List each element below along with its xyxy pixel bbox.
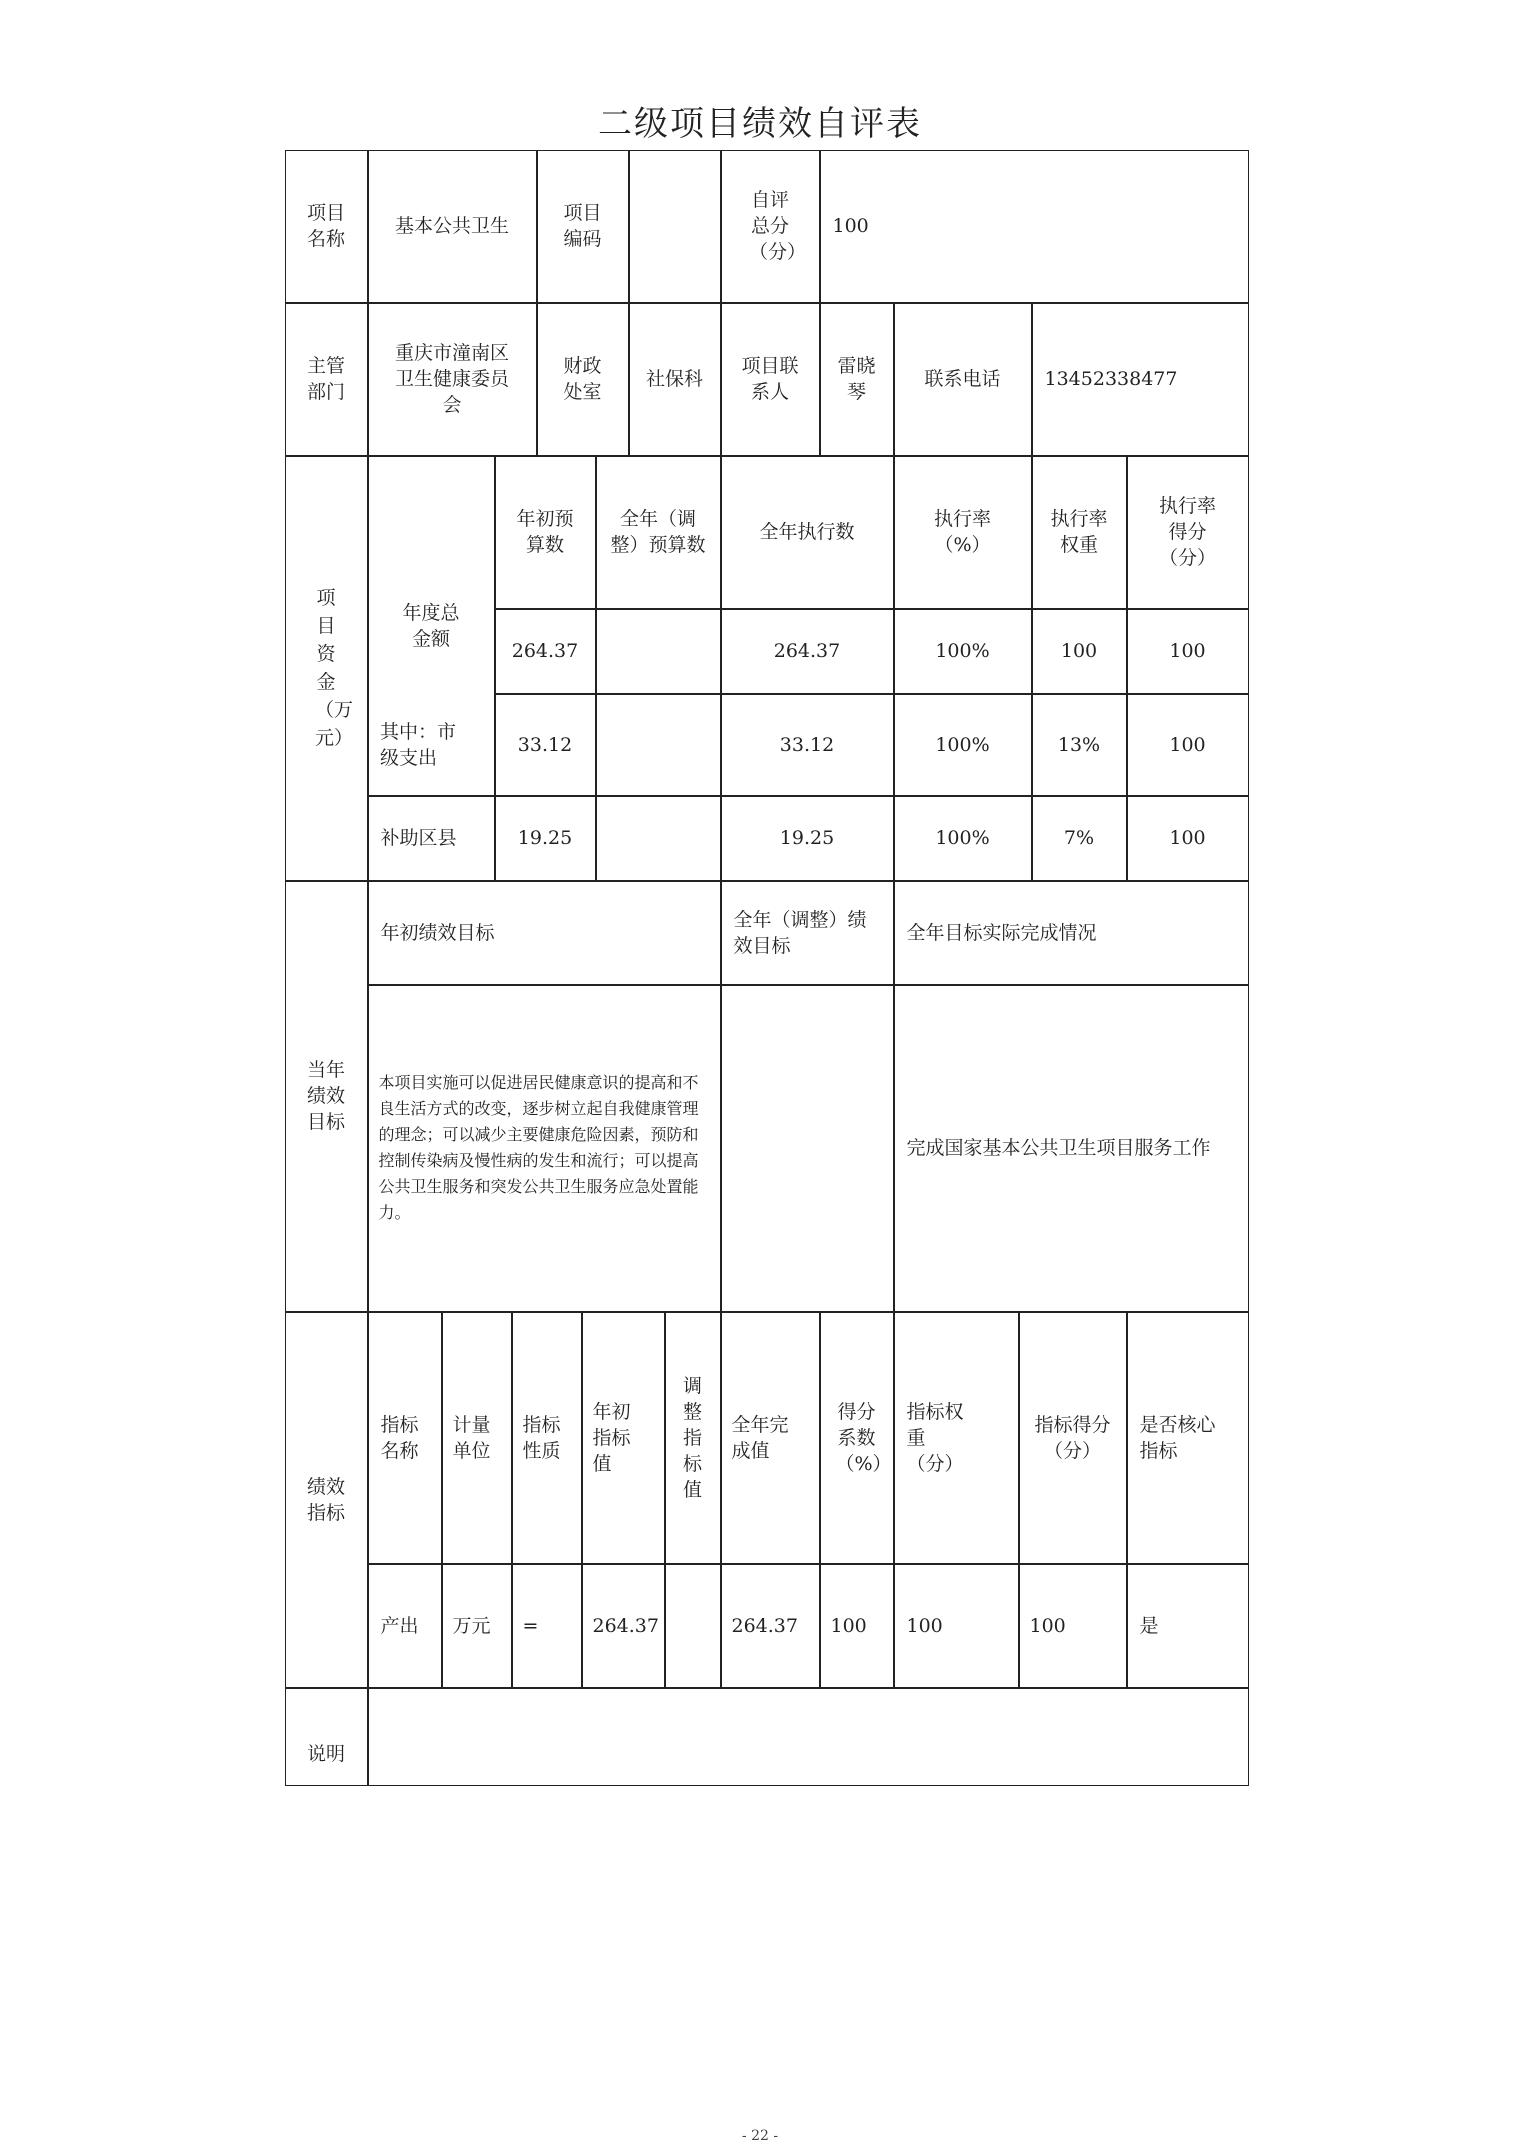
ind-header-unit: 计量单位	[442, 1312, 512, 1564]
ind-header-core: 是否核心指标	[1127, 1312, 1249, 1564]
ind-row-completed: 264.37	[721, 1564, 820, 1688]
col-exec-rate: 执行率（%）	[894, 456, 1032, 609]
total-initial: 264.37	[495, 609, 596, 694]
total-weight: 100	[1032, 609, 1127, 694]
initial-goal-label: 年初绩效目标	[368, 881, 721, 985]
col-initial-budget: 年初预算数	[495, 456, 596, 609]
note-label: 说明	[285, 1688, 368, 1786]
ind-header-coef: 得分系数（%）	[820, 1312, 894, 1564]
actual-completion-label: 全年目标实际完成情况	[894, 881, 1249, 985]
phone-value: 13452338477	[1032, 303, 1249, 456]
ind-row-score: 100	[1019, 1564, 1127, 1688]
ind-header-adjusted: 调整指标值	[665, 1312, 721, 1564]
page-title: 二级项目绩效自评表	[598, 104, 922, 144]
contact-value: 雷晓琴	[820, 303, 894, 456]
adjusted-goal-label: 全年（调整）绩效目标	[721, 881, 894, 985]
dept-value: 重庆市潼南区卫生健康委员会	[368, 303, 537, 456]
total-executed: 264.37	[721, 609, 894, 694]
city-adjusted	[596, 694, 721, 796]
col-adjusted-budget: 全年（调整）预算数	[596, 456, 721, 609]
county-rate: 100%	[894, 796, 1032, 881]
county-label: 补助区县	[368, 796, 495, 881]
actual-completion-text: 完成国家基本公共卫生项目服务工作	[894, 985, 1249, 1312]
project-name-label: 项目名称	[285, 150, 368, 303]
county-adjusted	[596, 796, 721, 881]
city-score: 100	[1127, 694, 1249, 796]
project-code-value	[629, 150, 721, 303]
county-initial: 19.25	[495, 796, 596, 881]
city-weight: 13%	[1032, 694, 1127, 796]
county-executed: 19.25	[721, 796, 894, 881]
annual-total-label: 年度总金额	[368, 456, 495, 796]
ind-row-name: 产出	[368, 1564, 442, 1688]
city-rate: 100%	[894, 694, 1032, 796]
dept-label: 主管部门	[285, 303, 368, 456]
ind-row-weight: 100	[894, 1564, 1019, 1688]
ind-row-nature: =	[512, 1564, 582, 1688]
funds-section-label: 项目资金（万元）	[285, 456, 368, 881]
ind-row-initial: 264.37	[582, 1564, 665, 1688]
ind-row-unit: 万元	[442, 1564, 512, 1688]
division-label: 财政处室	[537, 303, 629, 456]
self-score-value: 100	[820, 150, 1249, 303]
city-executed: 33.12	[721, 694, 894, 796]
ind-header-completed: 全年完成值	[721, 1312, 820, 1564]
ind-header-initial: 年初指标值	[582, 1312, 665, 1564]
col-rate-score: 执行率得分（分）	[1127, 456, 1249, 609]
county-score: 100	[1127, 796, 1249, 881]
total-score: 100	[1127, 609, 1249, 694]
contact-label: 项目联系人	[721, 303, 820, 456]
col-executed: 全年执行数	[721, 456, 894, 609]
city-initial: 33.12	[495, 694, 596, 796]
project-name-value: 基本公共卫生	[368, 150, 537, 303]
ind-header-name: 指标名称	[368, 1312, 442, 1564]
project-code-label: 项目编码	[537, 150, 629, 303]
indicators-section-label: 绩效指标	[285, 1312, 368, 1688]
ind-header-nature: 指标性质	[512, 1312, 582, 1564]
note-value	[368, 1688, 1249, 1786]
initial-goal-text: 本项目实施可以促进居民健康意识的提高和不良生活方式的改变，逐步树立起自我健康管理的理念；可以减少主要健康危险因素，预防和控制传染病及慢性病的发生和流行；可以提高公共卫生服务和突发公共卫生服务应急处置能力。	[368, 985, 721, 1312]
ind-row-coef: 100	[820, 1564, 894, 1688]
total-rate: 100%	[894, 609, 1032, 694]
division-value: 社保科	[629, 303, 721, 456]
ind-row-adjusted	[665, 1564, 721, 1688]
county-weight: 7%	[1032, 796, 1127, 881]
adjusted-goal-text	[721, 985, 894, 1312]
phone-label: 联系电话	[894, 303, 1032, 456]
col-rate-weight: 执行率权重	[1032, 456, 1127, 609]
self-score-label: 自评总分（分）	[721, 150, 820, 303]
goals-section-label: 当年绩效目标	[285, 881, 368, 1312]
city-expenditure-label: 其中：市级支出	[368, 694, 495, 796]
page-number: - 22 -	[741, 2128, 779, 2144]
ind-header-score: 指标得分（分）	[1019, 1312, 1127, 1564]
total-adjusted	[596, 609, 721, 694]
ind-row-core: 是	[1127, 1564, 1249, 1688]
ind-header-weight: 指标权重（分）	[894, 1312, 1019, 1564]
